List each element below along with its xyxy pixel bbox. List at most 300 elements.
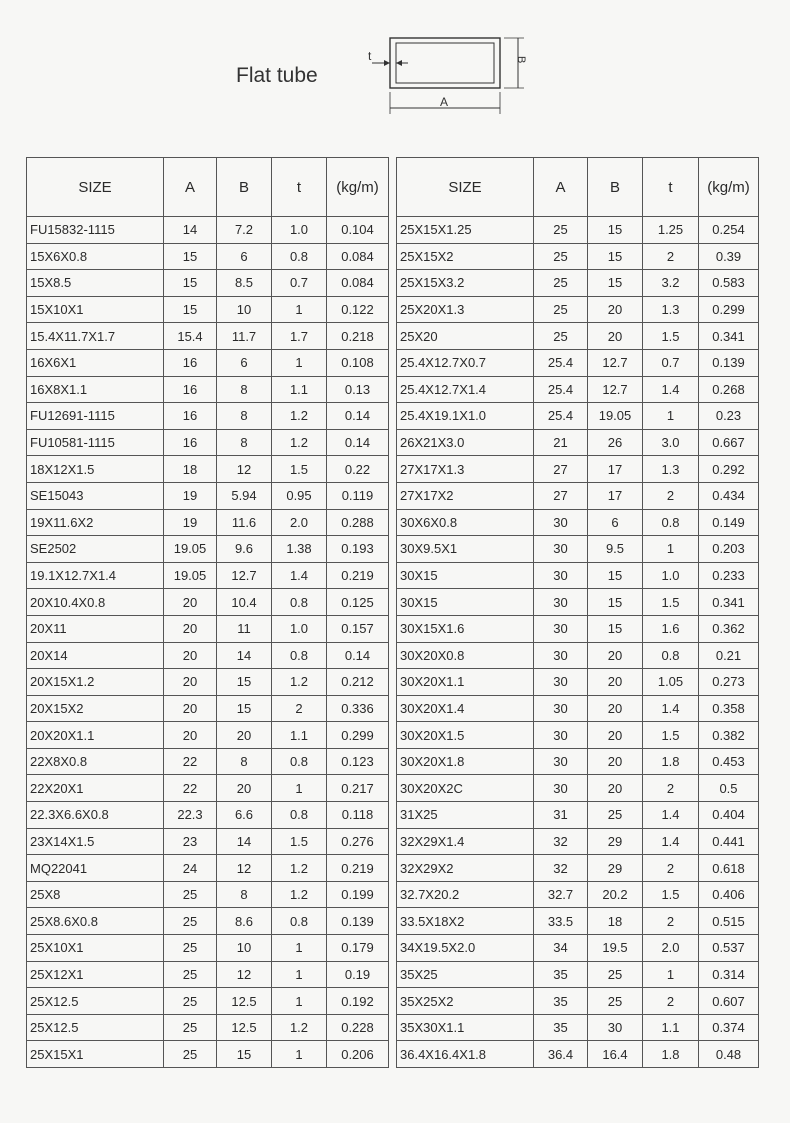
cell-size: 25X10X1: [27, 935, 164, 962]
cell-size: 25X15X1: [27, 1041, 164, 1068]
cell-size: 26X21X3.0: [397, 429, 534, 456]
cell-size: 22X8X0.8: [27, 748, 164, 775]
cell-weight: 0.199: [327, 881, 389, 908]
cell-t: 1.05: [643, 669, 699, 696]
cell-weight: 0.179: [327, 935, 389, 962]
cell-a: 14: [164, 217, 217, 244]
cell-size: 30X20X2C: [397, 775, 534, 802]
cell-b: 12.7: [588, 349, 643, 376]
cell-t: 3.0: [643, 429, 699, 456]
cell-t: 1.2: [272, 881, 327, 908]
cell-b: 15: [588, 615, 643, 642]
cell-a: 25: [534, 243, 588, 270]
cell-t: 1.0: [643, 562, 699, 589]
cell-size: 25X8: [27, 881, 164, 908]
cell-size: 25X12.5: [27, 988, 164, 1015]
cell-size: 30X15: [397, 589, 534, 616]
cell-a: 16: [164, 429, 217, 456]
cell-weight: 0.119: [327, 482, 389, 509]
cell-t: 1.8: [643, 748, 699, 775]
table-row: [27, 828, 389, 855]
cell-size: 18X12X1.5: [27, 456, 164, 483]
cell-b: 6: [217, 349, 272, 376]
table-row: [397, 349, 759, 376]
cell-b: 15: [588, 589, 643, 616]
table-row: [397, 802, 759, 829]
cell-a: 23: [164, 828, 217, 855]
cell-a: 27: [534, 482, 588, 509]
cell-weight: 0.122: [327, 296, 389, 323]
cell-b: 14: [217, 828, 272, 855]
cell-size: 32X29X1.4: [397, 828, 534, 855]
cell-b: 10: [217, 296, 272, 323]
cell-b: 16.4: [588, 1041, 643, 1068]
cell-a: 30: [534, 775, 588, 802]
table-row: [27, 961, 389, 988]
cell-size: 30X20X1.4: [397, 695, 534, 722]
table-row: [397, 908, 759, 935]
cell-b: 9.6: [217, 536, 272, 563]
cell-a: 20: [164, 695, 217, 722]
cell-t: 2: [272, 695, 327, 722]
cell-a: 25: [534, 270, 588, 297]
cell-t: 2: [643, 775, 699, 802]
cell-a: 25.4: [534, 349, 588, 376]
table-row: [27, 270, 389, 297]
cell-size: 34X19.5X2.0: [397, 935, 534, 962]
column-header-t: t: [272, 158, 327, 217]
cell-b: 8: [217, 403, 272, 430]
table-row: [397, 615, 759, 642]
table-row: [27, 988, 389, 1015]
cell-a: 20: [164, 589, 217, 616]
table-row: [27, 881, 389, 908]
cell-a: 15.4: [164, 323, 217, 350]
table-row: [27, 562, 389, 589]
table-header-row: [397, 158, 759, 217]
cell-t: 1: [272, 988, 327, 1015]
cell-b: 17: [588, 482, 643, 509]
cell-t: 1.25: [643, 217, 699, 244]
cell-b: 11: [217, 615, 272, 642]
cell-t: 1.4: [643, 802, 699, 829]
cell-a: 30: [534, 562, 588, 589]
cell-t: 0.8: [643, 642, 699, 669]
flat-tube-cross-section-diagram: [360, 30, 540, 120]
cell-a: 30: [534, 509, 588, 536]
table-row: [27, 429, 389, 456]
table-row: [27, 935, 389, 962]
cell-size: 30X20X1.1: [397, 669, 534, 696]
cell-size: 16X6X1: [27, 349, 164, 376]
cell-t: 1.2: [272, 403, 327, 430]
table-row: [27, 615, 389, 642]
cell-a: 25: [164, 935, 217, 962]
cell-a: 16: [164, 376, 217, 403]
cell-size: 19.1X12.7X1.4: [27, 562, 164, 589]
cell-t: 1.2: [272, 669, 327, 696]
cell-t: 0.8: [272, 908, 327, 935]
cell-t: 1.1: [272, 376, 327, 403]
cell-a: 25: [164, 961, 217, 988]
cell-weight: 0.382: [699, 722, 759, 749]
cell-weight: 0.219: [327, 562, 389, 589]
cell-b: 20.2: [588, 881, 643, 908]
cell-t: 0.7: [272, 270, 327, 297]
cell-b: 7.2: [217, 217, 272, 244]
cell-t: 1: [272, 296, 327, 323]
table-row: [397, 456, 759, 483]
cell-b: 20: [588, 748, 643, 775]
cell-a: 15: [164, 270, 217, 297]
table-row: [27, 908, 389, 935]
cell-a: 25: [164, 908, 217, 935]
cell-t: 1.0: [272, 615, 327, 642]
cell-size: 30X15X1.6: [397, 615, 534, 642]
tube-inner-outline: [396, 43, 494, 83]
table-row: [27, 482, 389, 509]
cell-b: 19.5: [588, 935, 643, 962]
page-title: Flat tube: [236, 64, 318, 87]
cell-size: 35X30X1.1: [397, 1014, 534, 1041]
cell-size: 20X15X2: [27, 695, 164, 722]
cell-a: 21: [534, 429, 588, 456]
cell-t: 2: [643, 908, 699, 935]
cell-a: 22.3: [164, 802, 217, 829]
cell-size: 22X20X1: [27, 775, 164, 802]
cell-weight: 0.21: [699, 642, 759, 669]
cell-a: 15: [164, 296, 217, 323]
cell-a: 25.4: [534, 403, 588, 430]
cell-size: 15X6X0.8: [27, 243, 164, 270]
cell-weight: 0.125: [327, 589, 389, 616]
cell-t: 1.4: [643, 828, 699, 855]
cell-b: 12: [217, 855, 272, 882]
table-row: [397, 429, 759, 456]
cell-a: 19: [164, 482, 217, 509]
cell-a: 20: [164, 642, 217, 669]
cell-b: 29: [588, 828, 643, 855]
cell-b: 10.4: [217, 589, 272, 616]
cell-b: 15: [588, 243, 643, 270]
cell-a: 35: [534, 961, 588, 988]
cell-b: 6: [217, 243, 272, 270]
cell-t: 0.95: [272, 482, 327, 509]
cell-b: 8: [217, 376, 272, 403]
cell-size: 25X8.6X0.8: [27, 908, 164, 935]
cell-size: 33.5X18X2: [397, 908, 534, 935]
table-row: [397, 669, 759, 696]
column-header-a: A: [534, 158, 588, 217]
cell-size: 25X15X3.2: [397, 270, 534, 297]
cell-a: 30: [534, 536, 588, 563]
cell-a: 25: [164, 1014, 217, 1041]
cell-b: 12.7: [588, 376, 643, 403]
cell-weight: 0.268: [699, 376, 759, 403]
cell-size: SE15043: [27, 482, 164, 509]
cell-t: 1.2: [272, 429, 327, 456]
cell-size: 31X25: [397, 802, 534, 829]
cell-b: 20: [588, 695, 643, 722]
cell-b: 17: [588, 456, 643, 483]
cell-size: 25.4X12.7X1.4: [397, 376, 534, 403]
table-header-row: [27, 158, 389, 217]
cell-weight: 0.441: [699, 828, 759, 855]
cell-a: 32.7: [534, 881, 588, 908]
cell-size: FU10581-1115: [27, 429, 164, 456]
cell-b: 8: [217, 429, 272, 456]
cell-size: 30X20X0.8: [397, 642, 534, 669]
cell-a: 25: [164, 881, 217, 908]
table-row: [27, 775, 389, 802]
cell-t: 1: [272, 935, 327, 962]
cell-weight: 0.192: [327, 988, 389, 1015]
cell-weight: 0.276: [327, 828, 389, 855]
cell-a: 19.05: [164, 536, 217, 563]
cell-weight: 0.374: [699, 1014, 759, 1041]
cell-size: 30X9.5X1: [397, 536, 534, 563]
cell-t: 1: [272, 961, 327, 988]
cell-weight: 0.118: [327, 802, 389, 829]
cell-size: 30X20X1.8: [397, 748, 534, 775]
cell-t: 1.3: [643, 296, 699, 323]
table-row: [397, 323, 759, 350]
table-row: [397, 296, 759, 323]
cell-weight: 0.314: [699, 961, 759, 988]
cell-size: 30X6X0.8: [397, 509, 534, 536]
cell-t: 2.0: [643, 935, 699, 962]
cell-weight: 0.219: [327, 855, 389, 882]
cell-t: 1: [272, 775, 327, 802]
cell-t: 0.8: [272, 642, 327, 669]
cell-weight: 0.23: [699, 403, 759, 430]
cell-weight: 0.341: [699, 589, 759, 616]
table-row: [397, 482, 759, 509]
cell-b: 20: [588, 323, 643, 350]
cell-a: 24: [164, 855, 217, 882]
cell-t: 1.6: [643, 615, 699, 642]
table-row: [27, 349, 389, 376]
table-row: [27, 243, 389, 270]
cell-weight: 0.084: [327, 270, 389, 297]
cell-size: 30X20X1.5: [397, 722, 534, 749]
table-row: [27, 323, 389, 350]
cell-size: 27X17X2: [397, 482, 534, 509]
table-row: [397, 828, 759, 855]
cell-b: 20: [588, 669, 643, 696]
cell-weight: 0.434: [699, 482, 759, 509]
cell-size: 15X10X1: [27, 296, 164, 323]
cell-weight: 0.206: [327, 1041, 389, 1068]
cell-b: 8: [217, 881, 272, 908]
cell-a: 36.4: [534, 1041, 588, 1068]
cell-t: 0.8: [272, 802, 327, 829]
table-row: [27, 1041, 389, 1068]
cell-size: 20X14: [27, 642, 164, 669]
cell-b: 6: [588, 509, 643, 536]
cell-a: 22: [164, 748, 217, 775]
table-row: [27, 669, 389, 696]
cell-a: 31: [534, 802, 588, 829]
table-row: [27, 536, 389, 563]
cell-b: 29: [588, 855, 643, 882]
cell-size: 27X17X1.3: [397, 456, 534, 483]
cell-b: 8.5: [217, 270, 272, 297]
cell-t: 1.2: [272, 1014, 327, 1041]
cell-weight: 0.358: [699, 695, 759, 722]
cell-size: MQ22041: [27, 855, 164, 882]
cell-weight: 0.14: [327, 642, 389, 669]
cell-t: 1: [643, 961, 699, 988]
cell-weight: 0.299: [699, 296, 759, 323]
cell-size: 20X20X1.1: [27, 722, 164, 749]
cell-b: 15: [588, 562, 643, 589]
table-row: [397, 243, 759, 270]
cell-a: 30: [534, 642, 588, 669]
cell-weight: 0.406: [699, 881, 759, 908]
cell-t: 1: [643, 536, 699, 563]
cell-size: 36.4X16.4X1.8: [397, 1041, 534, 1068]
cell-weight: 0.233: [699, 562, 759, 589]
table-row: [397, 855, 759, 882]
table-row: [397, 695, 759, 722]
cell-t: 1.4: [643, 695, 699, 722]
table-row: [397, 589, 759, 616]
table-row: [397, 775, 759, 802]
table-row: [397, 988, 759, 1015]
cell-a: 16: [164, 403, 217, 430]
cell-t: 1.8: [643, 1041, 699, 1068]
cell-a: 19.05: [164, 562, 217, 589]
cell-b: 8.6: [217, 908, 272, 935]
cell-t: 1: [643, 403, 699, 430]
cell-weight: 0.48: [699, 1041, 759, 1068]
cell-t: 2: [643, 855, 699, 882]
cell-t: 1: [272, 1041, 327, 1068]
cell-weight: 0.39: [699, 243, 759, 270]
cell-weight: 0.607: [699, 988, 759, 1015]
cell-t: 1.4: [272, 562, 327, 589]
cell-b: 14: [217, 642, 272, 669]
cell-weight: 0.139: [699, 349, 759, 376]
cell-t: 0.8: [272, 748, 327, 775]
cell-t: 1.3: [643, 456, 699, 483]
cell-size: 20X15X1.2: [27, 669, 164, 696]
cell-size: 25X15X2: [397, 243, 534, 270]
cell-a: 22: [164, 775, 217, 802]
cell-weight: 0.084: [327, 243, 389, 270]
cell-a: 18: [164, 456, 217, 483]
cell-b: 11.6: [217, 509, 272, 536]
cell-b: 6.6: [217, 802, 272, 829]
cell-weight: 0.273: [699, 669, 759, 696]
cell-weight: 0.193: [327, 536, 389, 563]
cell-b: 30: [588, 1014, 643, 1041]
cell-weight: 0.13: [327, 376, 389, 403]
cell-a: 16: [164, 349, 217, 376]
cell-t: 2: [643, 243, 699, 270]
cell-weight: 0.618: [699, 855, 759, 882]
cell-weight: 0.108: [327, 349, 389, 376]
table-row: [27, 722, 389, 749]
table-row: [397, 270, 759, 297]
cell-a: 34: [534, 935, 588, 962]
column-header-a: A: [164, 158, 217, 217]
table-row: [27, 403, 389, 430]
a-dimension-label: A: [440, 95, 449, 109]
cell-b: 20: [588, 775, 643, 802]
cell-t: 1.1: [272, 722, 327, 749]
cell-weight: 0.157: [327, 615, 389, 642]
table-row: [27, 456, 389, 483]
cell-a: 33.5: [534, 908, 588, 935]
cell-a: 32: [534, 855, 588, 882]
cell-size: 15X8.5: [27, 270, 164, 297]
column-header-b: B: [217, 158, 272, 217]
cell-t: 3.2: [643, 270, 699, 297]
cell-size: 25X12X1: [27, 961, 164, 988]
cell-weight: 0.583: [699, 270, 759, 297]
cell-t: 1: [272, 349, 327, 376]
table-row: [27, 695, 389, 722]
cell-weight: 0.104: [327, 217, 389, 244]
cell-b: 20: [588, 722, 643, 749]
cell-a: 30: [534, 695, 588, 722]
table-row: [27, 1014, 389, 1041]
cell-weight: 0.139: [327, 908, 389, 935]
cell-size: 23X14X1.5: [27, 828, 164, 855]
cell-size: 22.3X6.6X0.8: [27, 802, 164, 829]
table-row: [27, 296, 389, 323]
cell-a: 27: [534, 456, 588, 483]
cell-a: 25: [164, 1041, 217, 1068]
table-row: [27, 855, 389, 882]
cell-a: 20: [164, 615, 217, 642]
table-row: [397, 536, 759, 563]
cell-t: 0.7: [643, 349, 699, 376]
cell-weight: 0.537: [699, 935, 759, 962]
cell-size: 25X12.5: [27, 1014, 164, 1041]
cell-b: 12.5: [217, 988, 272, 1015]
cell-b: 15: [217, 1041, 272, 1068]
table-row: [397, 217, 759, 244]
cell-a: 20: [164, 669, 217, 696]
cell-weight: 0.667: [699, 429, 759, 456]
cell-size: 32X29X2: [397, 855, 534, 882]
cell-b: 12: [217, 961, 272, 988]
cell-weight: 0.404: [699, 802, 759, 829]
cell-b: 19.05: [588, 403, 643, 430]
table-row: [27, 802, 389, 829]
cell-size: 25X20: [397, 323, 534, 350]
cell-a: 25: [534, 323, 588, 350]
table-row: [27, 509, 389, 536]
cell-t: 1.5: [272, 828, 327, 855]
cell-weight: 0.515: [699, 908, 759, 935]
b-dimension-label: B: [515, 56, 527, 64]
cell-a: 25: [534, 296, 588, 323]
cell-weight: 0.217: [327, 775, 389, 802]
t-dimension-arrowhead: [384, 60, 390, 66]
cell-b: 8: [217, 748, 272, 775]
cell-b: 25: [588, 988, 643, 1015]
cell-a: 30: [534, 615, 588, 642]
cell-weight: 0.19: [327, 961, 389, 988]
column-header-size: SIZE: [397, 158, 534, 217]
table-row: [397, 1041, 759, 1068]
cell-size: 32.7X20.2: [397, 881, 534, 908]
cell-weight: 0.292: [699, 456, 759, 483]
